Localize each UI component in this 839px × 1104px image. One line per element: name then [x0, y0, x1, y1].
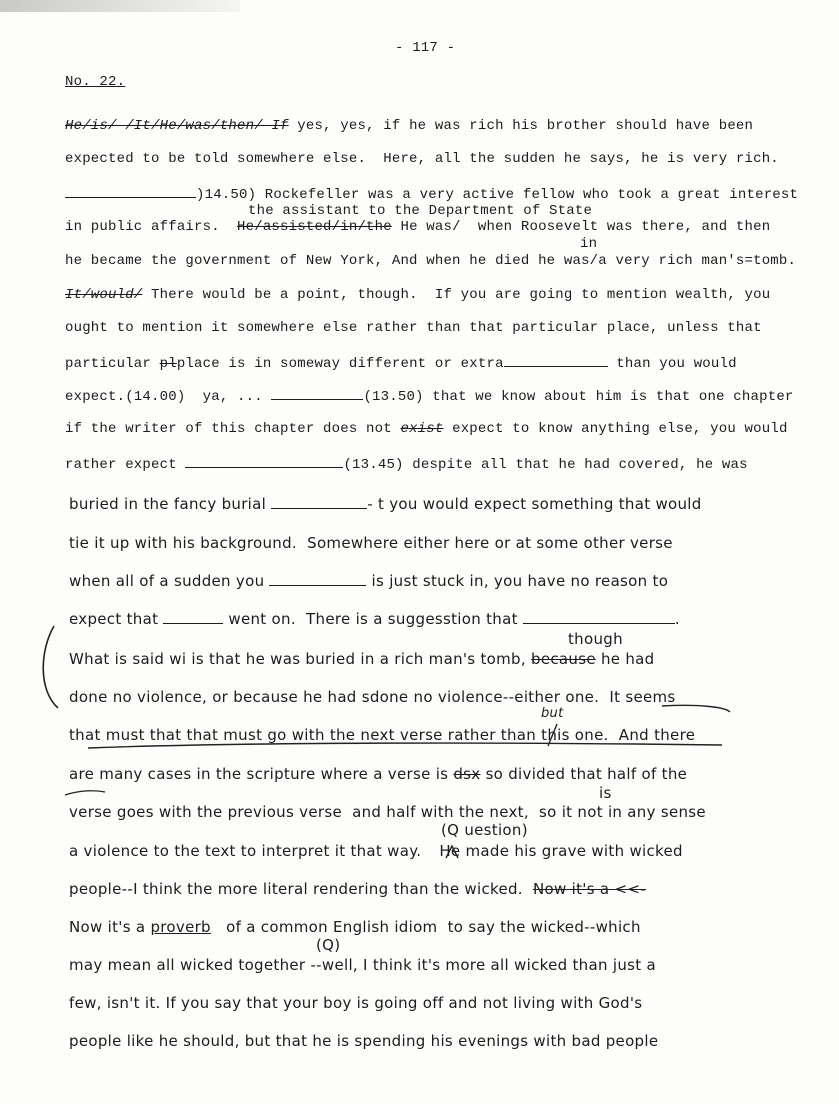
line-text: went on. There is a suggesstion that — [228, 610, 518, 628]
page-number: - 117 - — [395, 40, 456, 56]
line-text: . — [674, 610, 680, 628]
handwritten-insertion: but — [541, 706, 564, 721]
line-text: seems — [625, 688, 676, 706]
line-text: rather expect — [65, 457, 177, 473]
text-line-10 — [65, 421, 788, 437]
text-line-11 — [65, 455, 748, 473]
line-text: place is in someway different or extra — [176, 356, 504, 372]
section-heading: No. 22. — [65, 74, 126, 90]
text-line-19 — [69, 765, 687, 783]
line-text: than you would — [607, 356, 737, 372]
struck-text: He/assisted/in/the — [237, 219, 392, 235]
line-text: He made his grave with wicked — [439, 842, 683, 860]
text-line-12 — [69, 495, 702, 513]
line-text: expect to know anything else, you would — [452, 421, 788, 437]
text-line-18 — [69, 726, 695, 744]
text-line-23 — [69, 918, 641, 936]
line-text: done no violence, or because he had sdone no violence--either one. It — [69, 688, 621, 706]
interlinear-insertion: (Q) — [316, 936, 341, 954]
blank-underline — [185, 455, 343, 468]
margin-bracket — [43, 626, 58, 708]
struck-text: exist — [400, 421, 444, 437]
text-line-21 — [69, 842, 683, 860]
text-line-16 — [69, 650, 654, 668]
blank-underline — [523, 611, 675, 624]
text-line-15 — [69, 610, 680, 628]
interlinear-insertion: (Q uestion) — [441, 821, 528, 839]
text-line-9 — [65, 387, 794, 405]
interlinear-insertion: in — [580, 236, 598, 252]
blank-underline — [504, 354, 608, 367]
interlinear-insertion: though — [568, 630, 623, 648]
blank-underline — [271, 496, 367, 509]
struck-text: dsx — [453, 765, 481, 783]
line-text: when all of a sudden you — [69, 572, 265, 590]
text-line-26: people like he should, but that he is spending his evenings with bad people — [69, 1032, 659, 1050]
line-text: this one. And there — [541, 726, 696, 744]
line-text: )14.50) Rockefeller was a very active fellow who took a great interest — [196, 187, 799, 203]
text-line-2: expected to be told somewhere else. Here, all the sudden he says, he is very rich. — [65, 151, 779, 167]
text-line-7: ought to mention it somewhere else rather than that particular place, unless that — [65, 320, 762, 336]
line-text: that must that that must go with the next verse rather than — [69, 726, 537, 744]
line-text: There would be a point, though. If you are going to mention wealth, you — [151, 287, 771, 303]
struck-text: He/is/ /It/He/was/then/ If — [65, 118, 289, 134]
line-text: a violence to the text to interpret it that way. — [69, 842, 422, 860]
text-line-17 — [69, 688, 676, 706]
line-text: if the writer of this chapter does not — [65, 421, 392, 437]
line-text: expect.(14.00) ya, ... — [65, 389, 263, 405]
line-text: is just stuck in, you have no reason to — [371, 572, 669, 590]
blank-underline — [65, 185, 196, 198]
interlinear-insertion: is — [599, 784, 612, 802]
text-line-8 — [65, 354, 737, 372]
blank-underline — [163, 611, 223, 624]
interlinear-insertion: the assistant to the Department of State — [248, 203, 593, 219]
line-text: of a common English idiom to say the wicked--which — [226, 918, 641, 936]
text-line-22 — [69, 880, 646, 898]
line-text: people--I think the more literal rendering than the wicked. — [69, 880, 523, 898]
caret-mark — [65, 791, 105, 795]
struck-text: pl — [159, 356, 177, 372]
struck-text: because — [531, 650, 596, 668]
line-text: are many cases in the scripture where a verse is — [69, 765, 449, 783]
line-text: - t you would expect something that would — [367, 495, 702, 513]
line-text: so divided that half of the — [485, 765, 688, 783]
text-line-3 — [65, 185, 798, 203]
line-text: buried in the fancy burial — [69, 495, 267, 513]
underlined-word: proverb — [150, 918, 211, 936]
struck-text: It/would/ — [65, 287, 143, 303]
text-line-5: he became the government of New York, And when he died he was/a very rich man's=tomb. — [65, 253, 797, 269]
line-text: What is said wi is that he was buried in a rich man's tomb, — [69, 650, 526, 668]
text-line-4 — [65, 219, 770, 235]
blank-underline — [269, 573, 366, 586]
text-line-20: verse goes with the previous verse and half with the next, so it not in any sense — [69, 803, 706, 821]
line-text: Now it's a — [69, 918, 151, 936]
text-line-25: few, isn't it. If you say that your boy is going off and not living with God's — [69, 994, 643, 1012]
line-text: expect that — [69, 610, 159, 628]
blank-underline — [271, 387, 363, 400]
text-line-14 — [69, 572, 668, 590]
line-text: (13.50) that we know about him is that one chapter — [363, 389, 794, 405]
text-line-6 — [65, 287, 770, 303]
line-text: He was/ when Roosevelt was there, and then — [400, 219, 771, 235]
line-text: in public affairs. — [65, 219, 220, 235]
line-text: (13.45) despite all that he had covered, he was — [343, 457, 748, 473]
line-text: particular — [65, 356, 152, 372]
paper-scuff-mark — [0, 0, 240, 12]
struck-text: Now it's a <<- — [533, 880, 646, 898]
text-line-1 — [65, 118, 753, 134]
line-text: he had — [600, 650, 655, 668]
text-line-13: tie it up with his background. Somewhere either here or at some other verse — [69, 534, 673, 552]
text-line-24: may mean all wicked together --well, I think it's more all wicked than just a — [69, 956, 656, 974]
line-text: yes, yes, if he was rich his brother should have been — [297, 118, 754, 134]
underline-stroke — [662, 705, 730, 712]
